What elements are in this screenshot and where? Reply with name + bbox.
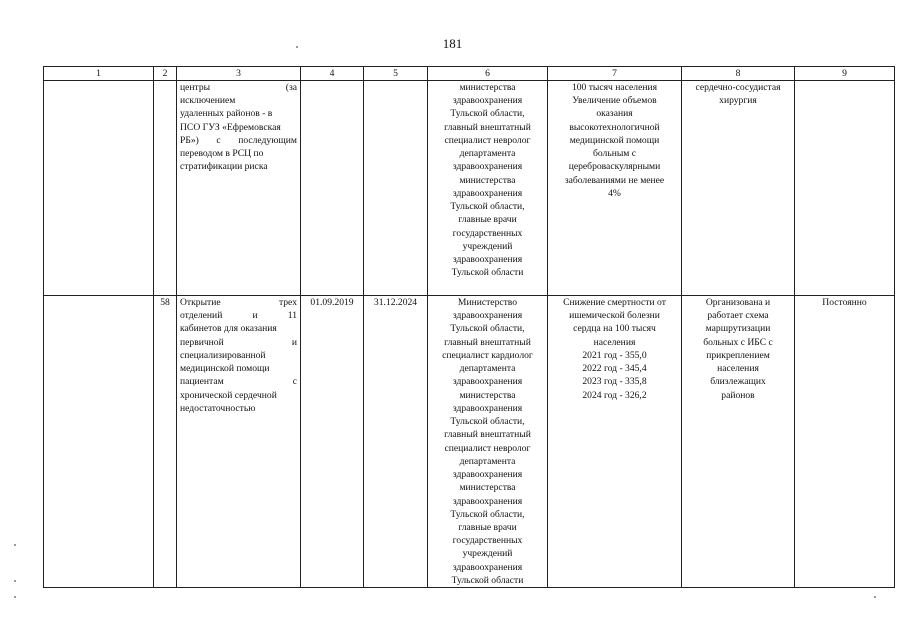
cell-line: главные врачи	[458, 214, 517, 226]
cell-line: больных с ИБС с	[703, 336, 773, 348]
cell-line: 2021 год - 355,0	[582, 349, 647, 361]
cell-line: здравоохранения	[452, 469, 523, 481]
scan-speck	[874, 596, 876, 598]
cell-line: 100 тысяч населения	[571, 82, 658, 93]
cell-line: высокотехнологичной	[569, 121, 660, 133]
cell-line: Тульской области	[451, 574, 524, 586]
cell-line: маршрутизации	[705, 323, 771, 335]
cell-line: министерства	[459, 482, 516, 494]
cell-line: здравоохранения	[452, 310, 523, 322]
cell-line: здравоохранения	[452, 376, 523, 388]
cell-line: 2024 год - 326,2	[582, 389, 647, 401]
cell-line: заболеваниями не менее	[564, 174, 665, 186]
cell-line: государственных	[452, 535, 523, 547]
cell-line: Тульской области,	[450, 323, 525, 335]
col-header-4: 4	[301, 67, 364, 81]
measures-table	[43, 66, 895, 588]
cell-line: цереброваскулярными	[568, 161, 661, 173]
cell-line: прикреплением	[706, 349, 770, 361]
cell-line: больным с	[592, 148, 637, 160]
col-header-7: 7	[548, 67, 682, 81]
cell-line: кабинетов для оказания	[180, 323, 277, 335]
cell-line: центры (за	[180, 82, 297, 93]
cell-line: департамента	[459, 455, 516, 467]
cell-line: районов	[721, 389, 755, 401]
cell-line: оказания	[596, 108, 633, 120]
header-row	[44, 67, 895, 81]
cell-line: специалист кардиолог	[442, 349, 533, 361]
cell-line: РБ») с последующим	[180, 134, 297, 146]
scan-speck	[14, 580, 16, 582]
cell-line: Министерство	[457, 297, 518, 308]
table-row-58	[44, 296, 895, 588]
cell-line: первичной и	[180, 336, 297, 348]
cell-line: министерства	[459, 389, 516, 401]
cell-line: близлежащих	[710, 376, 766, 388]
cell-start-date: 01.09.2019	[301, 296, 364, 588]
cell-line: хирургия	[719, 95, 757, 107]
cell-responsible	[428, 81, 548, 296]
cell-measure	[177, 296, 301, 588]
cell-line: стратификации риска	[180, 161, 268, 173]
scan-speck	[14, 596, 16, 598]
cell-line: 2023 год - 335,8	[582, 376, 647, 388]
cell-line: ПСО ГУЗ «Ефремовская	[180, 121, 281, 133]
cell-line: здравоохранения	[452, 95, 523, 107]
cell-line: работает схема	[707, 310, 769, 322]
cell-line: здравоохранения	[452, 561, 523, 573]
cell-start-date	[301, 81, 364, 296]
cell-line: министерства	[459, 174, 516, 186]
cell-line: здравоохранения	[452, 402, 523, 414]
table-row-continuation	[44, 81, 895, 296]
cell-section	[44, 81, 154, 296]
cell-end-date: 31.12.2024	[364, 296, 428, 588]
cell-measure	[177, 81, 301, 296]
cell-line: населения	[593, 336, 636, 348]
cell-result	[682, 81, 795, 296]
col-header-8: 8	[682, 67, 795, 81]
cell-number	[154, 81, 177, 296]
cell-line: Увеличение объемов	[572, 95, 657, 107]
cell-line: Тульской области,	[450, 201, 525, 213]
cell-line: медицинской помощи	[569, 134, 660, 146]
cell-line: отделений и 11	[180, 310, 297, 322]
cell-line: 4%	[608, 187, 621, 199]
cell-indicator	[548, 81, 682, 296]
cell-line: Открытие трех	[180, 297, 297, 308]
scan-speck	[14, 544, 16, 546]
cell-line: государственных	[452, 227, 523, 239]
cell-line: сердца на 100 тысяч	[573, 323, 656, 335]
cell-line: населения	[717, 363, 759, 375]
col-header-1: 1	[44, 67, 154, 81]
cell-line: Организована и	[705, 297, 771, 308]
cell-line: главный внештатный	[444, 429, 531, 441]
cell-line: переводом в РСЦ по	[180, 148, 264, 160]
cell-line: 2022 год - 345,4	[582, 363, 647, 375]
col-header-2: 2	[154, 67, 177, 81]
cell-line: Тульской области,	[450, 108, 525, 120]
cell-end-date	[364, 81, 428, 296]
cell-line: удаленных районов - в	[180, 108, 273, 120]
cell-line: недостаточностью	[180, 402, 256, 414]
cell-line: главный внештатный	[444, 336, 531, 348]
cell-line: учреждений	[462, 240, 513, 252]
cell-line: главный внештатный	[444, 121, 531, 133]
cell-line: специализированной	[180, 349, 266, 361]
cell-line: департамента	[459, 363, 516, 375]
col-header-6: 6	[428, 67, 548, 81]
cell-line: главные врачи	[458, 521, 517, 533]
cell-line: министерства	[459, 82, 516, 93]
cell-frequency	[795, 81, 895, 296]
cell-frequency: Постоянно	[795, 296, 895, 588]
cell-line: Тульской области	[451, 267, 524, 279]
cell-line: специалист невролог	[444, 134, 531, 146]
cell-line: хронической сердечной	[180, 389, 277, 401]
col-header-9: 9	[795, 67, 895, 81]
cell-section	[44, 296, 154, 588]
cell-line: ишемической болезни	[569, 310, 660, 322]
scan-speck	[296, 46, 298, 48]
cell-line: Снижение смертности от	[563, 297, 666, 308]
cell-line: исключением	[180, 95, 236, 107]
cell-line: сердечно-сосудистая	[695, 82, 781, 93]
cell-line: здравоохранения	[452, 495, 523, 507]
cell-line: здравоохранения	[452, 161, 523, 173]
cell-line: Тульской области,	[450, 416, 525, 428]
cell-responsible	[428, 296, 548, 588]
cell-line: департамента	[459, 148, 516, 160]
cell-line: медицинской помощи	[180, 363, 270, 375]
col-header-5: 5	[364, 67, 428, 81]
cell-line: специалист невролог	[444, 442, 531, 454]
cell-line: здравоохранения	[452, 254, 523, 266]
cell-line: пациентам с	[180, 376, 297, 388]
cell-number: 58	[154, 296, 177, 588]
page-number: 181	[442, 36, 463, 51]
cell-indicator	[548, 296, 682, 588]
cell-line: здравоохранения	[452, 187, 523, 199]
cell-result	[682, 296, 795, 588]
col-header-3: 3	[177, 67, 301, 81]
cell-line: учреждений	[462, 548, 513, 560]
cell-line: Тульской области,	[450, 508, 525, 520]
